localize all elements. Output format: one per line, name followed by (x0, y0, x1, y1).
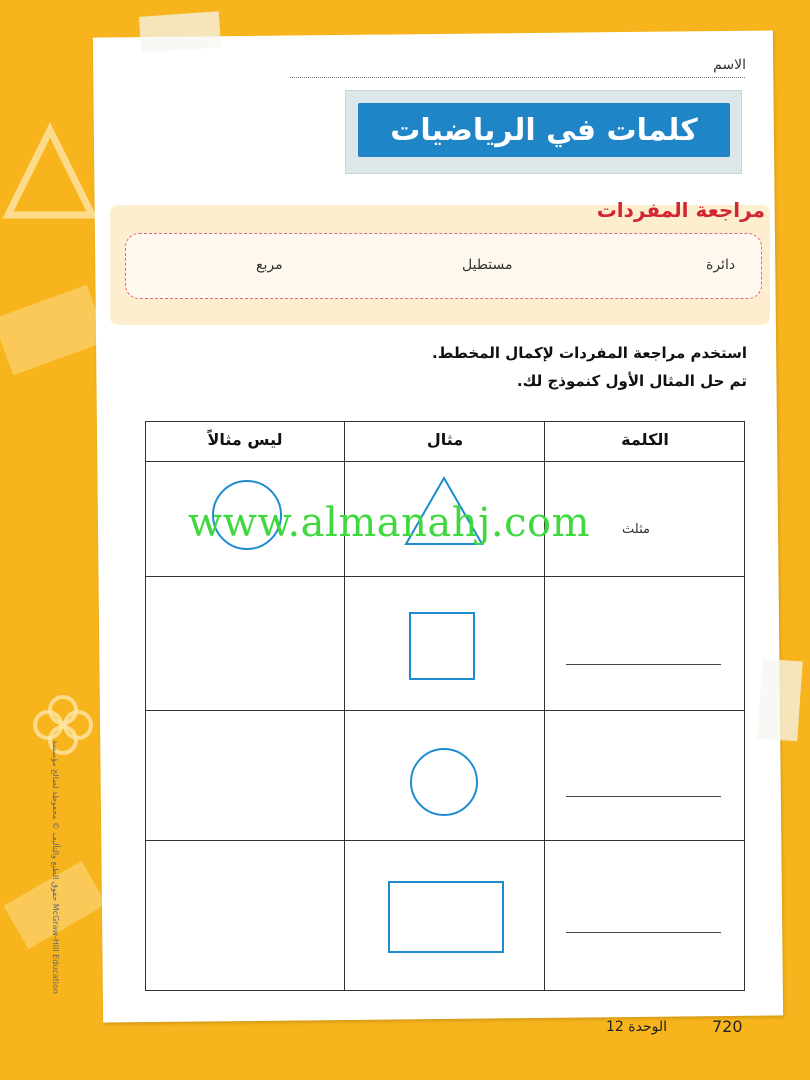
tape-strip (139, 11, 221, 52)
column-header-example: مثال (426, 430, 464, 449)
tape-strip (757, 659, 802, 742)
background-stripe (0, 285, 107, 376)
footer-unit: الوحدة 12 (606, 1019, 668, 1035)
circle-icon (408, 746, 480, 818)
column-header-non-example: ليس مثالاً (207, 430, 283, 449)
vocab-word-square: مربع (256, 257, 283, 273)
page-number: 720 (712, 1017, 743, 1036)
table-row-divider (145, 710, 745, 711)
watermark: www.almanahj.com (188, 500, 591, 546)
vocab-word-box (125, 233, 762, 299)
instruction-line-2: تم حل المثال الأول كنموذج لك. (516, 372, 747, 390)
vocab-word-rectangle: مستطيل (462, 257, 513, 273)
column-header-word: الكلمة (621, 430, 669, 449)
instruction-line-1: استخدم مراجعة المفردات لإكمال المخطط. (432, 344, 747, 362)
row-3-answer-line[interactable] (566, 796, 721, 797)
vocab-word-circle: دائرة (706, 257, 736, 273)
row-1-word: مثلث (622, 522, 650, 537)
decorative-triangle-icon (0, 120, 100, 230)
rectangle-icon (387, 880, 507, 956)
page-title: كلمات في الرياضيات (358, 103, 730, 157)
name-label: الاسم (713, 57, 746, 73)
square-icon (408, 611, 478, 683)
table-row-divider (145, 461, 745, 462)
name-line[interactable] (290, 77, 745, 78)
vocab-review-heading: مراجعة المفردات (596, 198, 765, 222)
table-row-divider (145, 840, 745, 841)
table-row-divider (145, 576, 745, 577)
row-2-answer-line[interactable] (566, 664, 721, 665)
row-4-answer-line[interactable] (566, 932, 721, 933)
copyright-credit: حقوق الطبع والتأليف © محفوظة لصالح مؤسسة McGraw-Hill Education (51, 740, 60, 994)
decorative-flower-icon (28, 690, 98, 760)
